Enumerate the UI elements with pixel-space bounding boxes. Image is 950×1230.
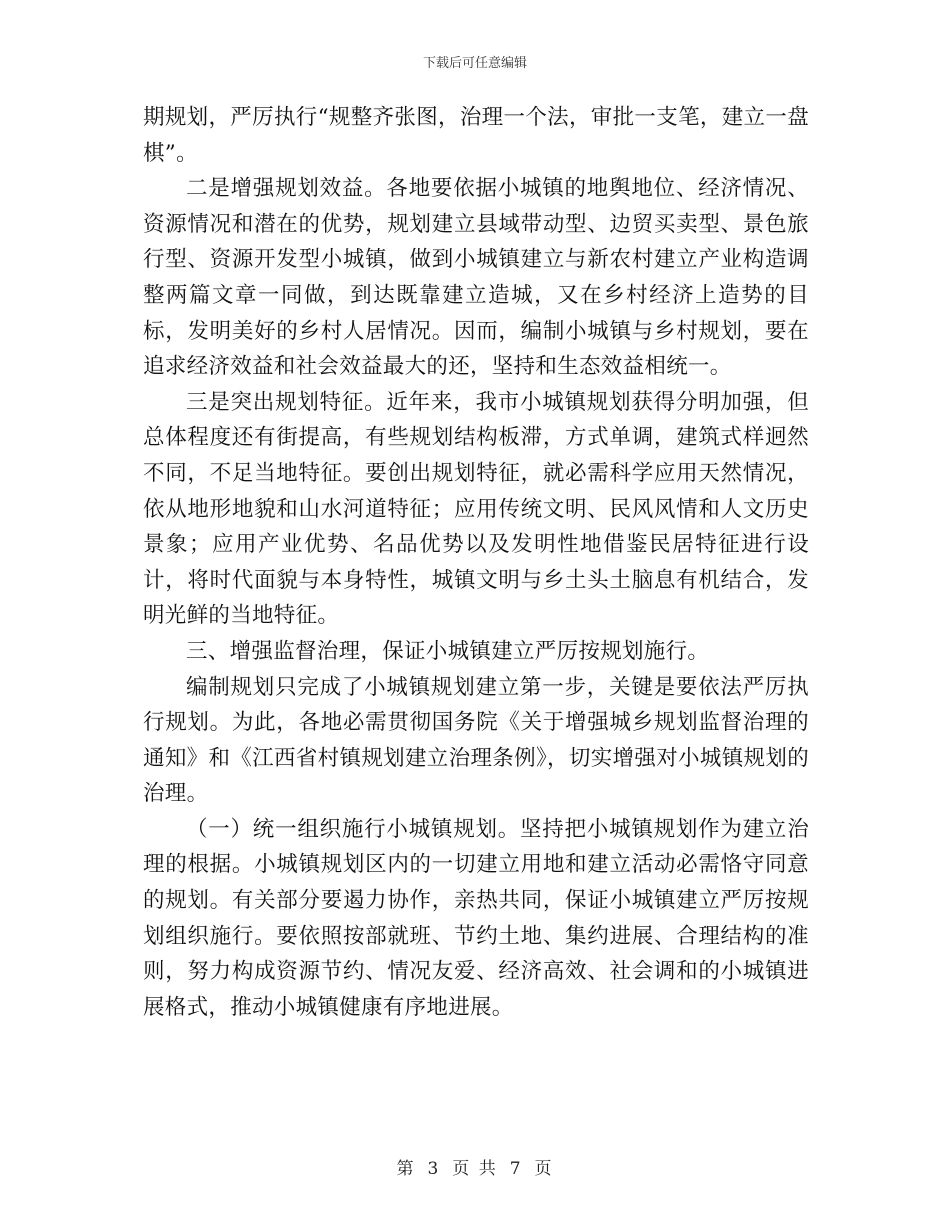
- paragraph-planning-features: 三是突出规划特征。近年来，我市小城镇规划获得分明加强，但总体程度还有街提高，有些规划结构板滞，方式单调，建筑式样迥然不同，不足当地特征。要创出规划特征，就必需科学应用天然情况，依从地形地貌和山水河道特征；应用传统文明、民风风情和人文历史景象；应用产业优势、名品优势以及发明性地借鉴民居特征进行设计，将时代面貌与本身特性，城镇文明与乡土头土脑息有机结合，发明光鲜的当地特征。: [143, 389, 809, 629]
- paragraph-planning-benefit: 二是增强规划效益。各地要依据小城镇的地舆地位、经济情况、资源情况和潜在的优势，规划建立县域带动型、边贸买卖型、景色旅行型、资源开发型小城镇，做到小城镇建立与新农村建立产业构造调整两篇文章一同做，到达既靠建立造城，又在乡村经济上造势的目标，发明美好的乡村人居情况。因而，编制小城镇与乡村规划，要在追求经济效益和社会效益最大的还，坚持和生态效益相统一。: [143, 176, 809, 380]
- document-body: [143, 100, 809, 1025]
- total-pages-number: 7: [509, 1159, 523, 1179]
- footer-suffix: 页: [534, 1159, 554, 1179]
- footer-prefix: 第: [396, 1159, 416, 1179]
- footer-middle: 页 共: [452, 1159, 498, 1179]
- page-header: 下载后可任意编辑: [422, 56, 527, 71]
- paragraph-unified-implementation: （一）统一组织施行小城镇规划。坚持把小城镇规划作为建立治理的根据。小城镇规划区内的一切建立用地和建立活动必需恪守同意的规划。有关部分要遏力协作，亲热共同，保证小城镇建立严厉按规划组织施行。要依照按部就班、节约土地、集约进展、合理结构的准则，努力构成资源节约、情况友爱、经济高效、社会调和的小城镇进展格式，推动小城镇健康有序地进展。: [143, 816, 809, 1020]
- paragraph-continuation: 期规划，严厉执行“规整齐张图，治理一个法，审批一支笔，建立一盘棋”。: [143, 105, 809, 166]
- page-footer: [0, 1154, 950, 1179]
- section-heading-supervision: 三、增强监督治理，保证小城镇建立严厉按规划施行。: [186, 638, 710, 664]
- paragraph-enforce-planning: 编制规划只完成了小城镇规划建立第一步，关键是要依法严厉执行规划。为此，各地必需贯彻国务院《关于增强城乡规划监督治理的通知》和《江西省村镇规划建立治理条例》，切实增强对小城镇规划的治理。: [143, 674, 809, 807]
- current-page-number: 3: [427, 1159, 441, 1179]
